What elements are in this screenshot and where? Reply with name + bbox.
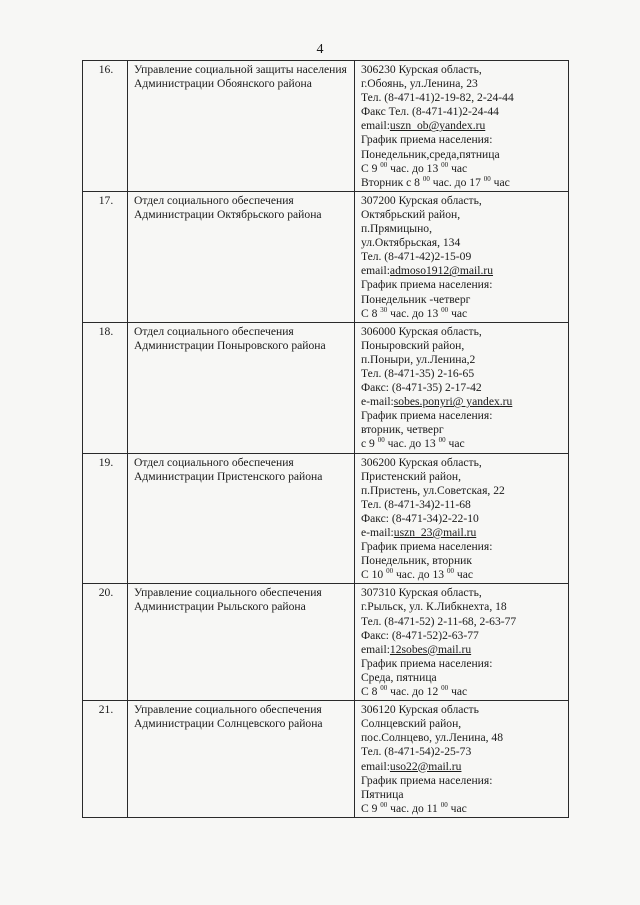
row-number: 18.	[83, 322, 128, 453]
email-label: email:	[360, 642, 390, 656]
schedule-label: График приема населения:	[360, 278, 493, 292]
address-line: Пристенский район,	[360, 469, 462, 483]
address-line: 306120 Курская область	[360, 703, 479, 717]
address-line: Солнцевский район,	[360, 717, 462, 731]
table-row	[83, 322, 569, 453]
phone: Тел. (8-471-54)2-25-73	[360, 745, 472, 759]
reception-days: Понедельник, вторник	[360, 554, 472, 568]
reception-days: Понедельник,среда,пятница	[360, 147, 500, 161]
contacts-table	[82, 60, 569, 818]
row-number: 17.	[83, 191, 128, 322]
fax: Факс: (8-471-35) 2-17-42	[360, 381, 482, 395]
email-label: e-mail:	[360, 395, 394, 409]
phone: Тел. (8-471-35) 2-16-65	[360, 366, 475, 380]
reception-hours: С 10 $^{00}$ час. до 13 $^{00}$ час	[360, 567, 473, 582]
email-label: email:	[360, 759, 390, 773]
organization-name: Отдел социального обеспечения Администрации Октябрьского района	[127, 191, 354, 322]
fax: Факс Тел. (8-471-41)2-24-44	[360, 105, 499, 119]
table-row	[83, 61, 569, 192]
phone: Тел. (8-471-41)2-19-82, 2-24-44	[360, 91, 514, 105]
address-line: г.Рыльск, ул. К.Либкнехта, 18	[360, 600, 507, 614]
phone: Тел. (8-471-34)2-11-68	[360, 497, 471, 511]
page-number: 4	[316, 42, 324, 57]
email-link[interactable]: 12sobes@mail.ru	[389, 642, 472, 656]
address-line: 306200 Курская область,	[360, 455, 482, 469]
organization-name: Управление социальной защиты населения Администрации Обоянского района	[127, 61, 354, 192]
email-line	[361, 264, 564, 278]
address-line: п.Поныри, ул.Ленина,2	[360, 352, 476, 366]
email-line	[361, 643, 564, 657]
email-link[interactable]: uso22@mail.ru	[389, 759, 462, 773]
fax: Факс: (8-471-34)2-22-10	[360, 511, 479, 525]
contact-info	[354, 453, 568, 584]
email-label: e-mail:	[360, 526, 394, 539]
table-row	[83, 453, 569, 584]
email-label: email:	[360, 264, 390, 278]
email-link[interactable]: sobes.ponyri@ yandex.ru	[393, 395, 513, 409]
email-line	[361, 526, 564, 540]
row-number: 19.	[83, 453, 128, 584]
reception-days: Понедельник -четверг	[360, 292, 471, 306]
table-row	[83, 191, 569, 322]
email-label: email:	[360, 119, 390, 133]
row-number: 21.	[83, 701, 128, 818]
schedule-label: График приема населения:	[360, 409, 493, 423]
address-line: пос.Солнцево, ул.Ленина, 48	[360, 731, 504, 745]
address-line: Октябрьский район,	[360, 207, 461, 221]
row-number: 20.	[83, 584, 128, 701]
contact-info	[354, 701, 568, 818]
address-line: 307200 Курская область,	[360, 193, 482, 207]
table-row	[83, 701, 569, 818]
phone: Тел. (8-471-52) 2-11-68, 2-63-77	[360, 614, 517, 628]
email-link[interactable]: uszn_ob@yandex.ru	[389, 119, 486, 133]
contact-info	[354, 191, 568, 322]
address-line: 306000 Курская область,	[360, 324, 482, 338]
address-line: 307310 Курская область,	[360, 586, 482, 600]
contact-info	[354, 584, 568, 701]
reception-hours: С 8 $^{00}$ час. до 12 $^{00}$ час	[360, 684, 468, 699]
row-number: 16.	[83, 61, 128, 192]
reception-hours: С 9 $^{00}$ час. до 13 $^{00}$ час	[360, 160, 468, 175]
address-line: ул.Октябрьская, 134	[360, 236, 461, 250]
organization-name: Отдел социального обеспечения Администрации Пристенского района	[127, 453, 354, 584]
email-line	[361, 395, 564, 409]
address-line: Поныровский район,	[360, 338, 465, 352]
reception-hours: С 8 $^{30}$ час. до 13 $^{00}$ час	[360, 305, 468, 320]
email-link[interactable]: uszn_23@mail.ru	[393, 526, 477, 539]
address-line: п.Прямицыно,	[360, 222, 432, 236]
phone: Тел. (8-471-42)2-15-09	[360, 250, 472, 264]
reception-days: Пятница	[360, 787, 404, 801]
contact-info	[354, 322, 568, 453]
email-link[interactable]: admoso1912@mail.ru	[389, 264, 494, 278]
email-line	[361, 760, 564, 774]
contact-info	[354, 61, 568, 192]
organization-name: Управление социального обеспечения Администрации Рыльского района	[127, 584, 354, 701]
schedule-label: График приема населения:	[360, 540, 493, 554]
email-line	[361, 119, 564, 133]
schedule-label: График приема населения:	[360, 773, 493, 787]
schedule-label: График приема населения:	[360, 133, 493, 147]
reception-hours: Вторник с 8 $^{00}$ час. до 17 $^{00}$ час	[360, 174, 510, 189]
organization-name: Управление социального обеспечения Администрации Солнцевского района	[127, 701, 354, 818]
address-line: г.Обоянь, ул.Ленина, 23	[360, 77, 478, 91]
reception-days: вторник, четверг	[360, 423, 444, 437]
address-line: п.Пристень, ул.Советская, 22	[360, 483, 505, 497]
organization-name: Отдел социального обеспечения Администрации Поныровского района	[127, 322, 354, 453]
table-row	[83, 584, 569, 701]
reception-hours: С 9 $^{00}$ час. до 11 $^{00}$ час	[360, 800, 467, 815]
schedule-label: График приема населения:	[360, 656, 493, 670]
reception-hours: с 9 $^{00}$ час. до 13 $^{00}$ час	[360, 436, 465, 451]
reception-days: Среда, пятница	[360, 670, 437, 684]
fax: Факс: (8-471-52)2-63-77	[360, 628, 479, 642]
address-line: 306230 Курская область,	[360, 63, 482, 76]
